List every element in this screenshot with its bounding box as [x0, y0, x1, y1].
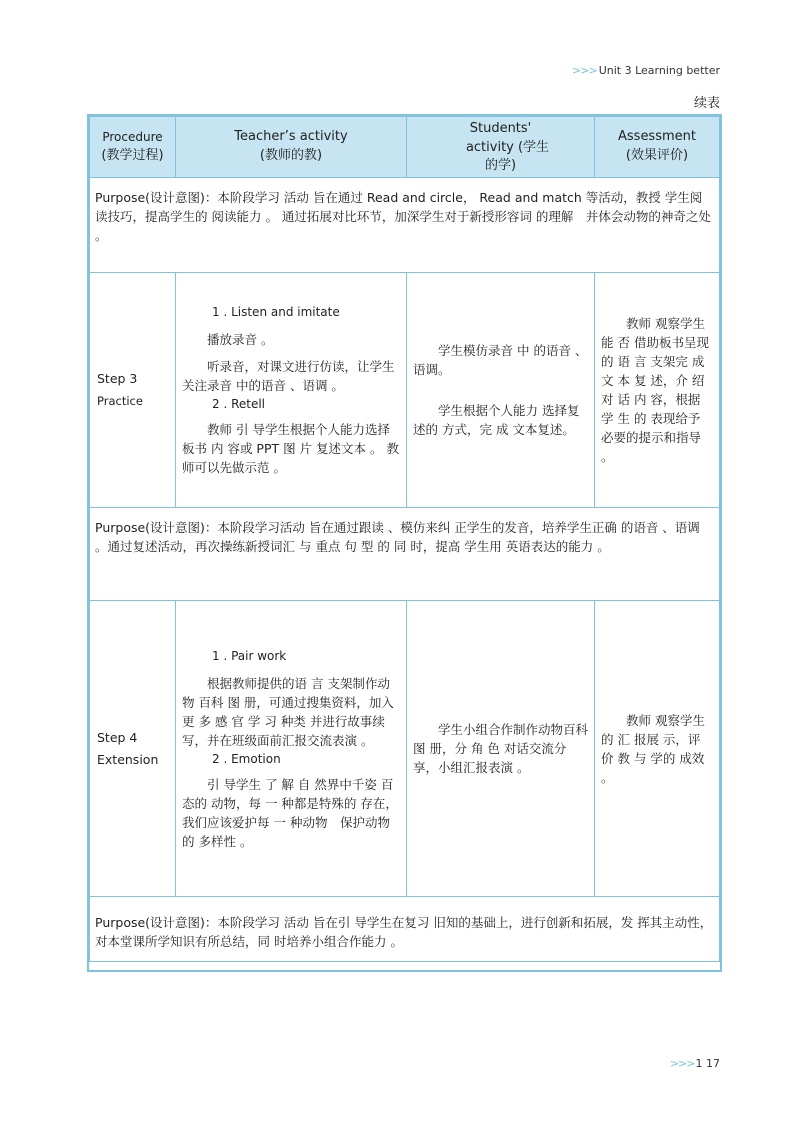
header-teacher-en: Teacher’s activity	[234, 129, 348, 144]
header-students-cn2: 的学)	[484, 158, 517, 173]
step3-teacher-text-1: 播放录音 。	[207, 332, 274, 347]
header-assessment-en: Assessment	[618, 129, 696, 144]
step3-assessment-text: 教师 观察学生能 否 借助板书呈现的 语 言 支架完 成 文 本 复 述，介 绍 对 话 内 容，根据 学 生 的 表现给予 必要的提示和指导 。	[601, 316, 709, 464]
purpose-text-2: Purpose(设计意图)：本阶段学习活动 旨在通过跟读 、模仿来纠 正学生的发音，培养学生正确 的语音 、语调 。通过复述活动，再次操练新授词汇 与 重点 句 型 的 同 时，提高 学生用 英语表达的能力 。	[90, 508, 720, 601]
step3-row	[90, 273, 720, 508]
running-header	[572, 64, 720, 77]
step3-students-text-1: 学生模仿录音 中 的语音 、语调。	[413, 343, 588, 377]
step4-teacher-cell	[176, 601, 407, 897]
step4-label: Step 4	[97, 729, 138, 745]
step3-label-cell	[90, 273, 176, 508]
purpose-row-2	[90, 508, 720, 601]
step3-teacher-item-2: 2 . Retell	[212, 397, 266, 411]
header-arrows: >>>	[572, 64, 597, 77]
header-procedure	[90, 117, 176, 178]
step3-teacher-text-2: 听录音，对课文进行仿读，让学生关注录音 中的语音 、语调 。	[182, 359, 395, 393]
unit-title: Unit 3 Learning better	[598, 64, 720, 77]
step4-assessment-cell	[595, 601, 720, 897]
purpose-text-1: Purpose(设计意图)：本阶段学习 活动 旨在通过 Read and circle， Read and match 等活动，教授 学生阅读技巧，提高学生的 阅读能力 。 通过拓展对比环节，加深学生对于新授形容词 的理解 并体会动物的神奇之处 。	[90, 178, 720, 273]
step3-teacher-item-1: 1 . Listen and imitate	[212, 305, 340, 319]
page-number: 1 17	[695, 1057, 720, 1070]
header-teacher-activity	[176, 117, 407, 178]
header-procedure-en: Procedure	[102, 130, 163, 144]
footer-arrows: >>>	[669, 1057, 695, 1070]
header-teacher-cn: (教师的教)	[259, 148, 323, 163]
header-students-en: Students'	[469, 121, 532, 136]
step3-students-cell	[407, 273, 595, 508]
step4-teacher-text-2: 引 导学生 了 解 自 然界中千姿 百态的 动物，每 一 种都是特殊的 存在，我们应该爱护每 一 种动物 保护动物的 多样性 。	[182, 776, 398, 849]
header-assessment	[595, 117, 720, 178]
step3-teacher-text-3: 教师 引 导学生根据个人能力选择板书 内 容或 PPT 图 片 复述文本 。 教师可以先做示范 。	[182, 422, 399, 475]
step3-sublabel: Practice	[97, 394, 143, 408]
purpose-text-3: Purpose(设计意图)：本阶段学习 活动 旨在引 导学生在复习 旧知的基础上，进行创新和拓展，发 挥其主动性，对本堂课所学知识有所总结，同 时培养小组合作能力 。	[90, 897, 720, 962]
step3-label: Step 3	[97, 371, 138, 386]
lesson-plan-table	[87, 114, 722, 972]
table-header-row	[90, 117, 720, 178]
purpose-row-1	[90, 178, 720, 273]
step4-teacher-text-1: 根据教师提供的语 言 支架制作动 物 百科 图 册，可通过搜集资料，加入更 多 感 官 学 习 种类 并进行故事续 写，并在班级面前汇报交流表演 。	[182, 675, 394, 748]
header-assessment-cn: (效果评价)	[625, 148, 689, 163]
step3-students-text-2: 学生根据个人能力 选择复述的 方式，完 成 文本复述。	[413, 403, 580, 437]
purpose-row-3	[90, 897, 720, 962]
step4-students-cell	[407, 601, 595, 897]
header-students-cn: activity (学生	[465, 140, 550, 155]
continued-label: 续表	[693, 96, 720, 111]
step4-row	[90, 601, 720, 897]
step3-teacher-cell	[176, 273, 407, 508]
page-footer	[670, 1057, 720, 1070]
header-procedure-cn: (教学过程)	[101, 148, 164, 163]
step4-teacher-item-1: 1 . Pair work	[212, 648, 287, 663]
step4-students-text: 学生小组合作制作动物百科 图 册，分 角 色 对话交流分享，小组汇报表演 。	[413, 722, 589, 775]
step3-assessment-cell	[595, 273, 720, 508]
step4-assessment-text: 教师 观察学生 的 汇 报展 示，评 价 教 与 学的 成效 。	[601, 712, 705, 785]
header-students-activity	[407, 117, 595, 178]
step4-label-cell	[90, 601, 176, 897]
step4-sublabel: Extension	[97, 751, 159, 767]
step4-teacher-item-2: 2 . Emotion	[212, 751, 281, 766]
